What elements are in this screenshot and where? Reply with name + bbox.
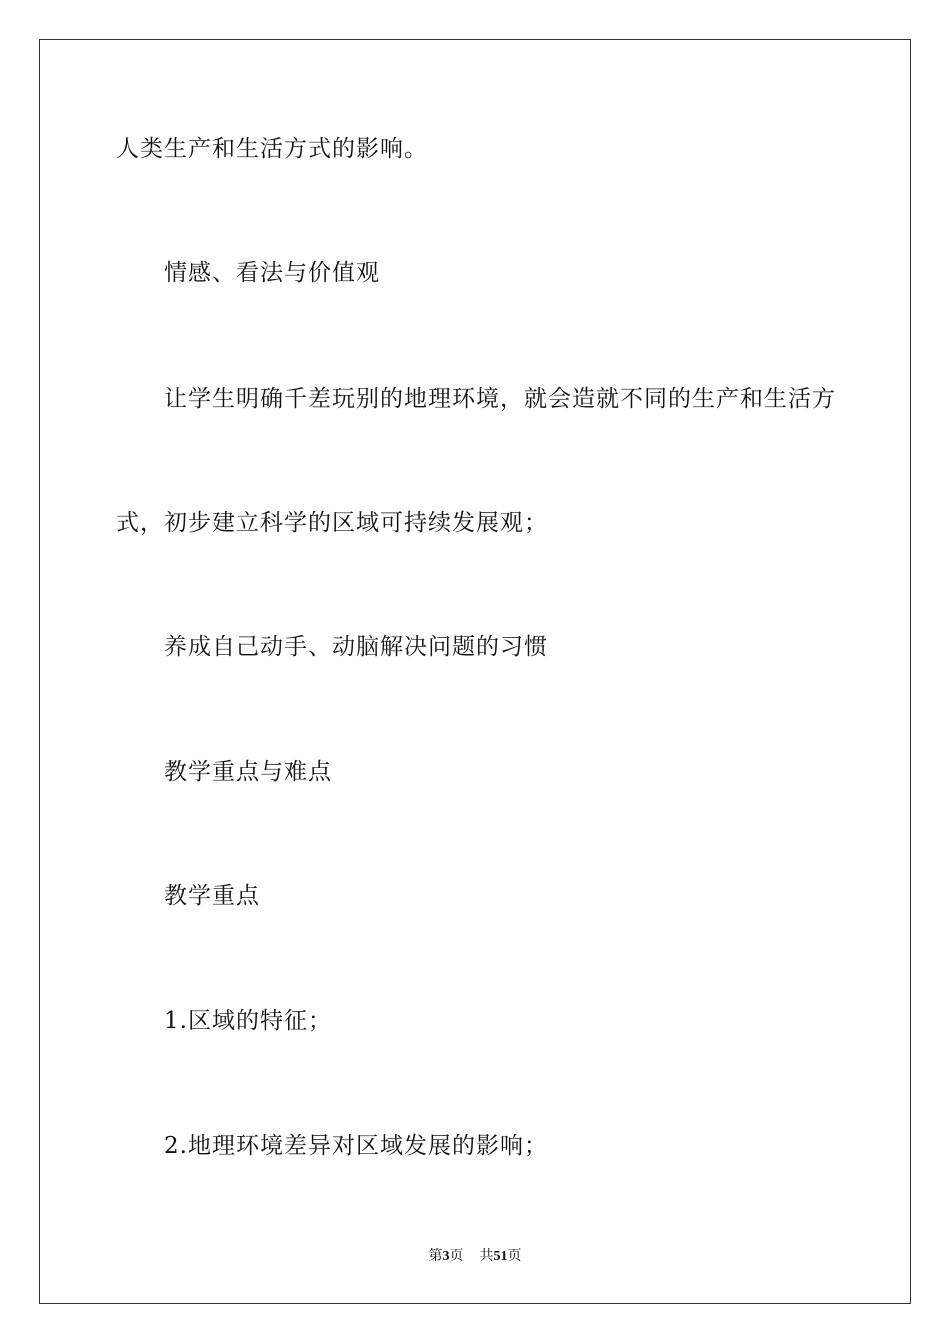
section-heading: 情感、看法与价值观 [164, 260, 380, 286]
list-item: 2.地理环境差异对区域发展的影响； [164, 1133, 548, 1159]
page-footer [0, 1247, 950, 1267]
total-suffix: 页 [507, 1249, 522, 1264]
page-suffix: 页 [449, 1249, 464, 1264]
page-number: 3 [442, 1249, 450, 1264]
subsection-heading: 教学重点 [164, 883, 260, 909]
body-text-line: 人类生产和生活方式的影响。 [116, 136, 428, 162]
body-text-line: 式，初步建立科学的区域可持续发展观； [116, 510, 548, 536]
page-prefix: 第 [428, 1249, 443, 1264]
body-text-line: 养成自己动手、动脑解决问题的习惯 [164, 634, 548, 660]
body-text-line: 让学生明确千差玩别的地理环境，就会造就不同的生产和生活方 [164, 386, 836, 412]
page-border [39, 39, 911, 1304]
page-total: 51 [493, 1249, 508, 1264]
section-heading: 教学重点与难点 [164, 759, 332, 785]
list-item: 1.区域的特征； [164, 1008, 332, 1034]
total-prefix: 共 [479, 1249, 494, 1264]
